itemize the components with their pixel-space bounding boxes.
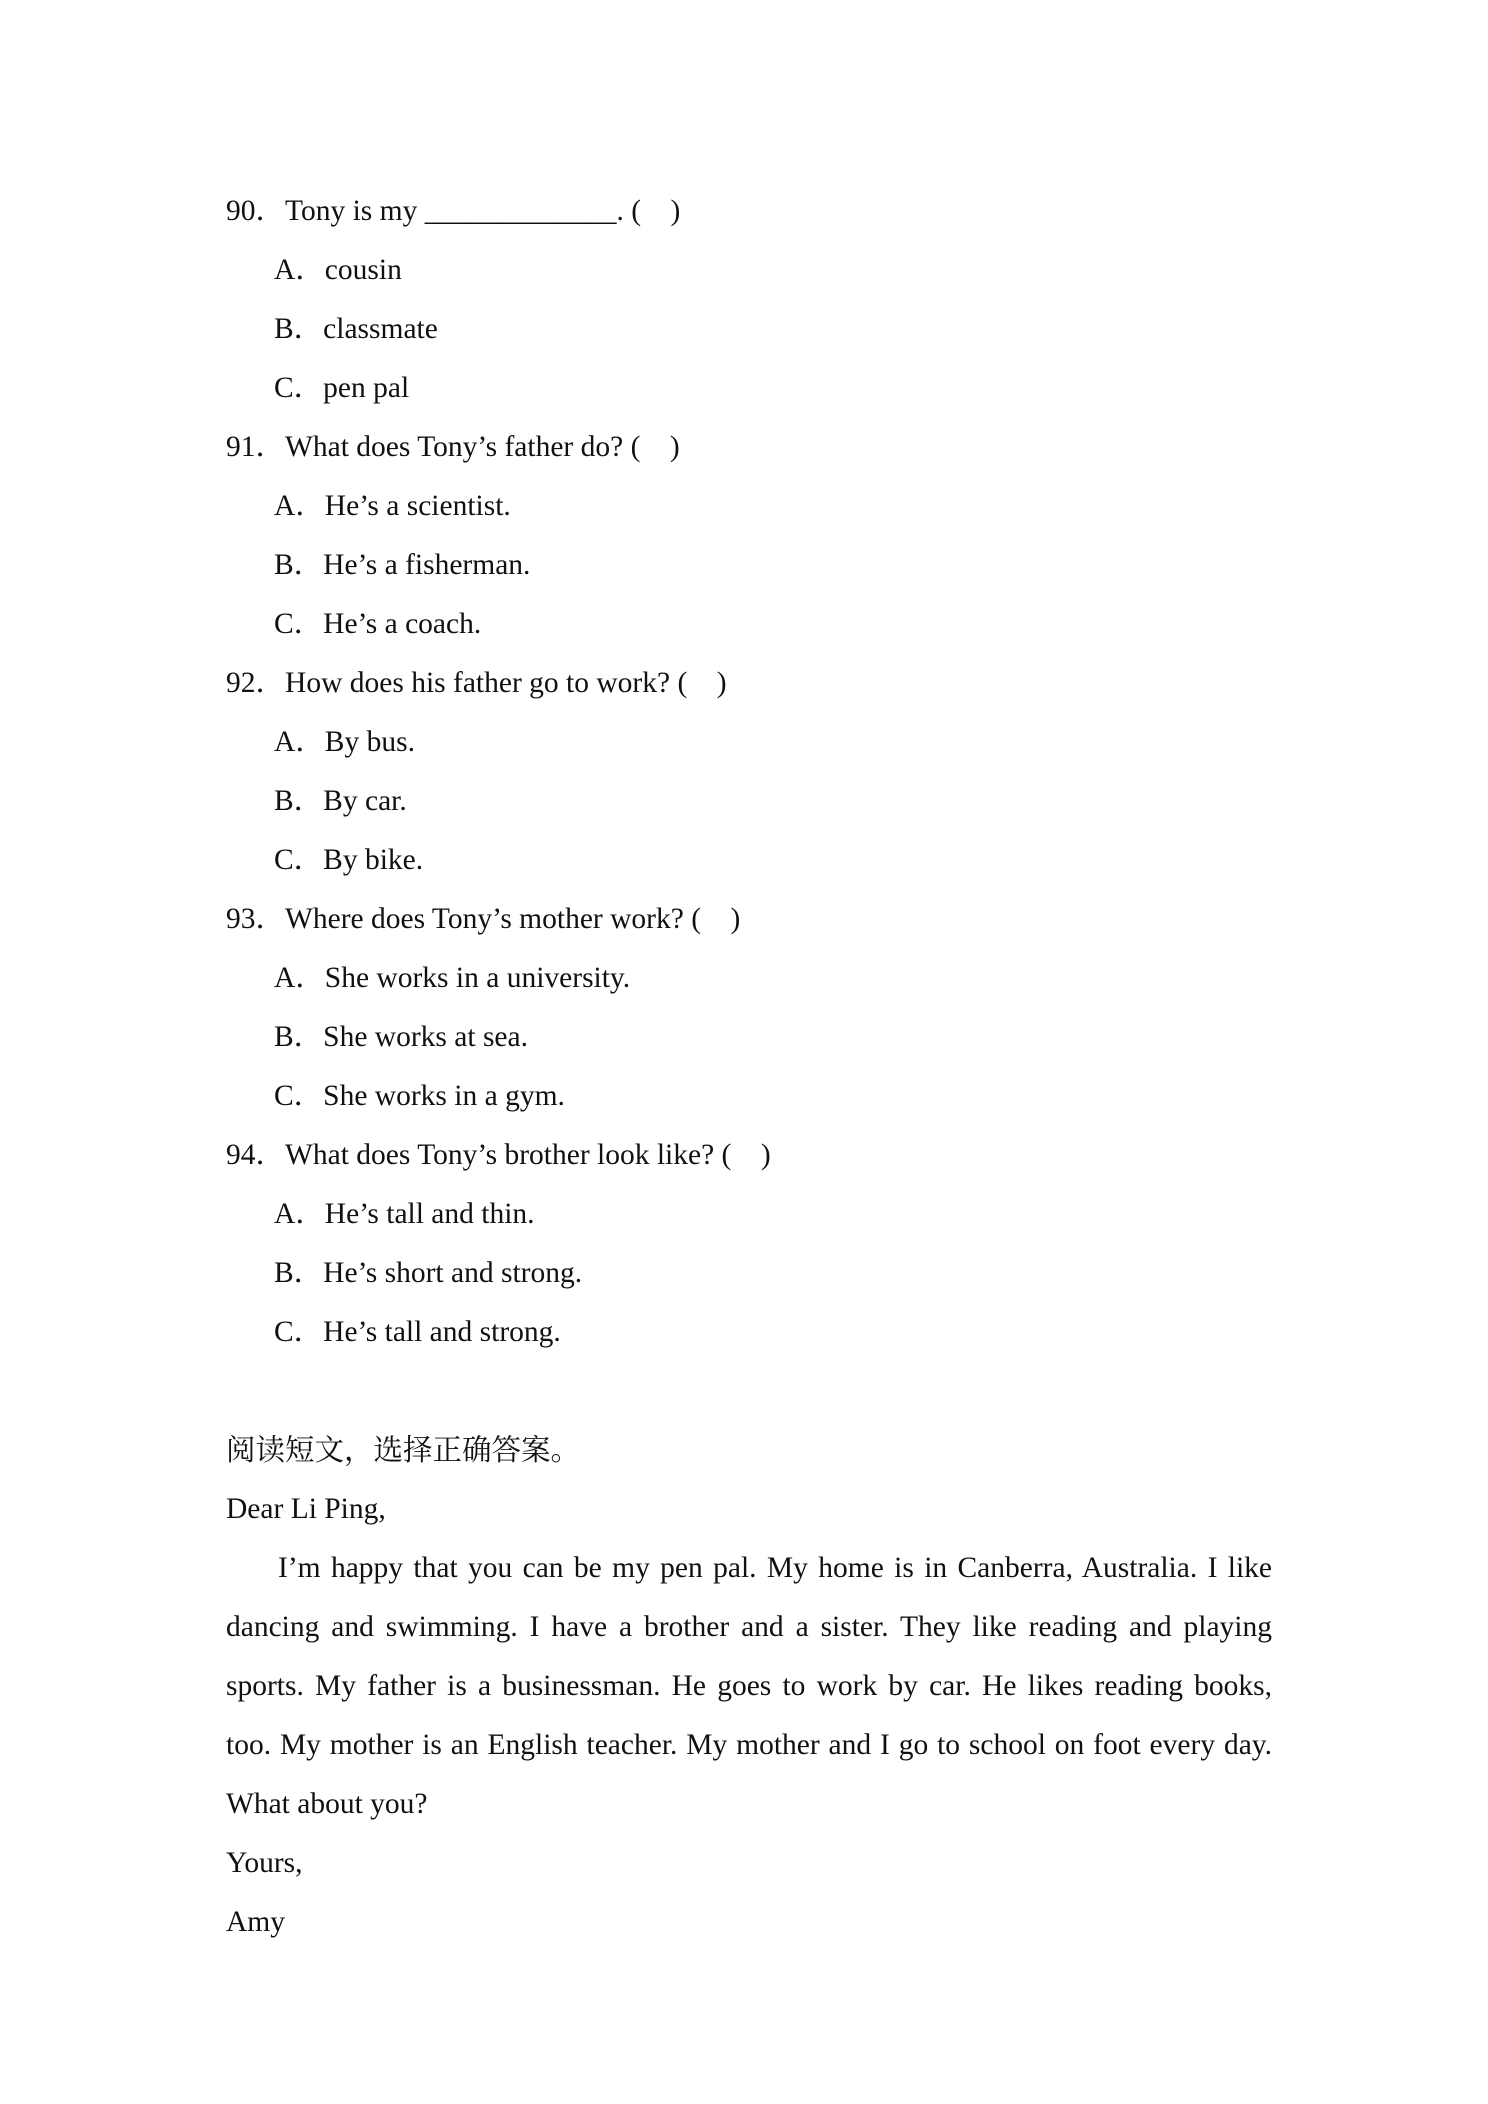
letter-signature: Amy [226, 1906, 285, 1938]
option-a: A．He’s a scientist. [274, 490, 511, 522]
question-text: Where does Tony’s mother work? ( ) [285, 903, 741, 935]
question-93 [226, 899, 740, 939]
letter-body-line-1: I’m happy that you can be my pen pal. My home is in Canberra, Australia. I like [278, 1552, 1272, 1584]
question-number: 94． [226, 1139, 286, 1171]
letter-body-line-5: What about you? [226, 1788, 428, 1820]
letter-body-line-4: too. My mother is an English teacher. My mother and I go to school on foot every day. [226, 1729, 1272, 1761]
question-text: What does Tony’s father do? ( ) [285, 431, 680, 463]
option-b: B．He’s short and strong. [274, 1257, 583, 1289]
question-91 [226, 427, 680, 467]
option-c: C．By bike. [274, 844, 424, 876]
question-number: 91． [226, 431, 286, 463]
option-c: C．He’s a coach. [274, 608, 482, 640]
option-a: A．She works in a university. [274, 962, 631, 994]
option-a: A．He’s tall and thin. [274, 1198, 535, 1230]
question-text: Tony is my _____________. ( ) [285, 195, 681, 227]
reading-instruction: 阅读短文，选择正确答案。 [226, 1433, 581, 1467]
option-c: C．pen pal [274, 372, 410, 404]
letter-body-line-3: sports. My father is a businessman. He goes to work by car. He likes reading books, [226, 1670, 1272, 1702]
option-c: C．He’s tall and strong. [274, 1316, 561, 1348]
option-b: B．She works at sea. [274, 1021, 528, 1053]
question-90 [226, 191, 680, 231]
question-94 [226, 1135, 771, 1175]
question-text: What does Tony’s brother look like? ( ) [285, 1139, 771, 1171]
question-number: 90． [226, 195, 286, 227]
option-c: C．She works in a gym. [274, 1080, 565, 1112]
option-b: B．He’s a fisherman. [274, 549, 531, 581]
option-b: B．By car. [274, 785, 407, 817]
question-text: How does his father go to work? ( ) [285, 667, 727, 699]
option-b: B．classmate [274, 313, 438, 345]
question-number: 93． [226, 903, 286, 935]
letter-closing: Yours, [226, 1847, 303, 1879]
option-a: A．cousin [274, 254, 402, 286]
letter-greeting: Dear Li Ping, [226, 1493, 386, 1525]
question-number: 92． [226, 667, 286, 699]
letter-body-line-2: dancing and swimming. I have a brother and a sister. They like reading and playing [226, 1611, 1272, 1643]
option-a: A．By bus. [274, 726, 415, 758]
question-92 [226, 663, 727, 703]
